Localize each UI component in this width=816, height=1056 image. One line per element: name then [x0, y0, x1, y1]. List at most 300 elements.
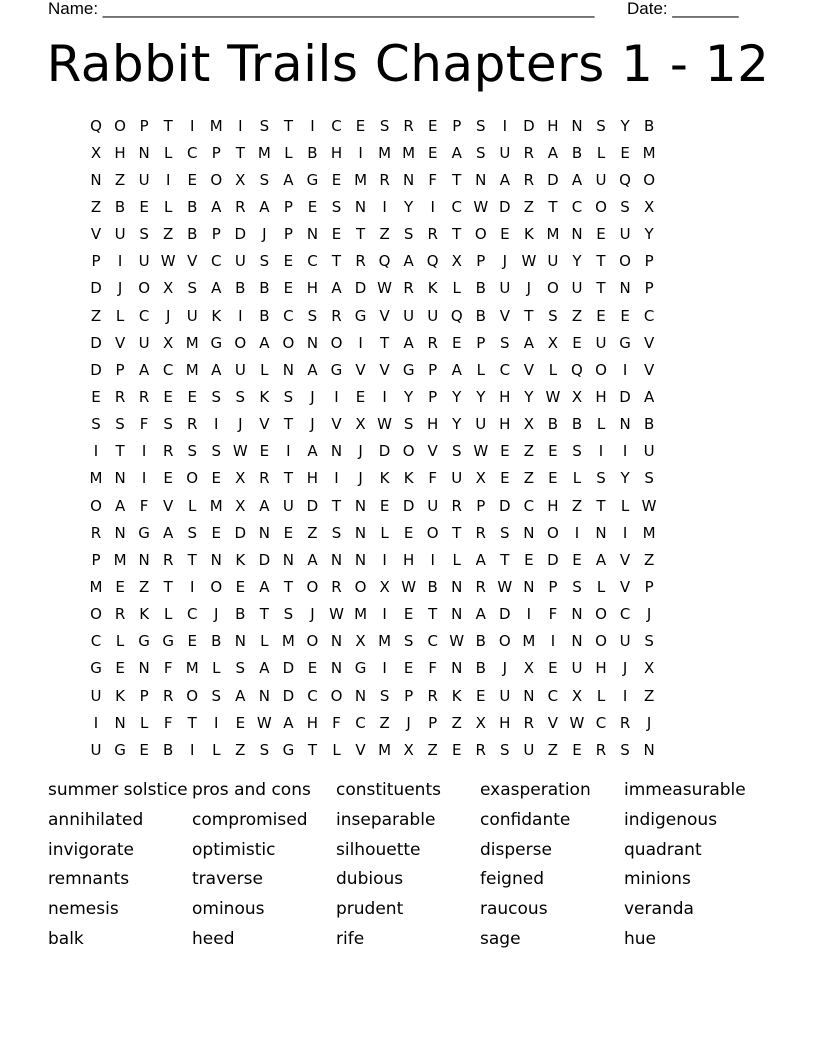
- grid-letter: Z: [163, 225, 174, 244]
- grid-letter: C: [307, 686, 318, 705]
- grid-letter: V: [114, 333, 126, 352]
- grid-letter: X: [547, 333, 559, 352]
- grid-letter: E: [620, 306, 630, 325]
- grid-letter: A: [235, 686, 246, 705]
- grid-letter: E: [259, 442, 270, 461]
- grid-letter: O: [402, 442, 415, 461]
- grid-letter: S: [331, 523, 342, 542]
- grid-letter: E: [283, 279, 294, 298]
- grid-letter: J: [406, 713, 411, 732]
- grid-letter: C: [283, 306, 294, 325]
- word-bank-item: invigorate: [48, 839, 135, 860]
- grid-letter: M: [546, 225, 560, 244]
- grid-letter: B: [427, 577, 438, 596]
- grid-letter: O: [90, 496, 102, 515]
- grid-letter: L: [620, 496, 630, 515]
- word-bank-item: confidante: [480, 809, 571, 830]
- grid-letter: A: [307, 442, 318, 461]
- grid-letter: F: [139, 415, 149, 434]
- grid-letter: S: [235, 659, 246, 678]
- grid-letter: X: [475, 713, 486, 732]
- grid-letter: E: [500, 469, 510, 488]
- grid-letter: N: [138, 143, 150, 162]
- grid-letter: L: [188, 496, 197, 515]
- grid-letter: P: [548, 577, 558, 596]
- grid-letter: E: [548, 659, 558, 678]
- grid-letter: O: [330, 686, 343, 705]
- grid-letter: G: [90, 659, 102, 678]
- grid-letter: F: [428, 659, 437, 678]
- grid-letter: V: [379, 360, 390, 379]
- grid-letter: G: [354, 306, 367, 325]
- grid-letter: P: [283, 197, 293, 216]
- grid-letter: U: [643, 442, 655, 461]
- grid-letter: P: [452, 116, 462, 135]
- grid-letter: N: [403, 170, 415, 189]
- grid-letter: N: [523, 577, 535, 596]
- grid-letter: O: [474, 225, 487, 244]
- grid-row: [84, 193, 661, 220]
- grid-letter: E: [283, 252, 294, 271]
- grid-letter: I: [189, 577, 195, 596]
- grid-letter: N: [210, 550, 222, 569]
- grid-letter: U: [234, 252, 246, 271]
- grid-row: [84, 519, 661, 546]
- grid-letter: F: [428, 469, 437, 488]
- grid-letter: A: [163, 523, 174, 542]
- grid-letter: E: [187, 387, 197, 406]
- grid-letter: S: [139, 225, 149, 244]
- grid-letter: S: [187, 279, 197, 298]
- grid-letter: T: [331, 252, 342, 271]
- grid-letter: F: [139, 496, 149, 515]
- word-bank-item: balk: [48, 928, 84, 949]
- grid-letter: P: [428, 387, 438, 406]
- grid-letter: A: [259, 197, 270, 216]
- grid-letter: B: [211, 632, 222, 651]
- grid-letter: M: [185, 360, 199, 379]
- grid-letter: N: [571, 632, 583, 651]
- grid-letter: E: [235, 577, 246, 596]
- grid-letter: E: [355, 116, 366, 135]
- grid-letter: B: [571, 415, 583, 434]
- grid-letter: G: [282, 740, 295, 759]
- grid-letter: H: [499, 387, 511, 406]
- grid-letter: T: [596, 279, 606, 298]
- grid-letter: N: [571, 116, 583, 135]
- grid-letter: B: [475, 306, 486, 325]
- grid-letter: V: [427, 442, 438, 461]
- grid-letter: N: [354, 197, 367, 216]
- grid-letter: E: [427, 143, 438, 162]
- grid-letter: A: [307, 550, 318, 569]
- grid-letter: J: [502, 659, 508, 678]
- grid-letter: E: [548, 469, 558, 488]
- grid-letter: P: [211, 225, 221, 244]
- grid-letter: S: [548, 306, 558, 325]
- grid-letter: R: [427, 225, 438, 244]
- grid-letter: E: [187, 632, 197, 651]
- grid-letter: W: [449, 632, 465, 651]
- grid-letter: M: [642, 143, 656, 162]
- grid-letter: E: [572, 333, 582, 352]
- grid-letter: X: [571, 686, 583, 705]
- grid-letter: X: [451, 252, 462, 271]
- grid-letter: N: [330, 550, 343, 569]
- grid-letter: V: [547, 713, 559, 732]
- grid-letter: I: [358, 333, 363, 352]
- grid-letter: A: [259, 577, 270, 596]
- grid-letter: D: [499, 496, 511, 515]
- grid-row: [84, 248, 661, 275]
- grid-letter: L: [260, 360, 269, 379]
- grid-letter: L: [452, 550, 461, 569]
- grid-letter: J: [502, 252, 508, 271]
- word-bank-item: minions: [624, 869, 691, 890]
- word-bank-item: silhouette: [336, 839, 421, 860]
- grid-letter: E: [211, 469, 221, 488]
- grid-letter: C: [186, 143, 198, 162]
- grid-letter: E: [572, 740, 582, 759]
- grid-letter: H: [499, 415, 511, 434]
- grid-letter: H: [499, 713, 511, 732]
- grid-letter: B: [187, 225, 198, 244]
- grid-letter: I: [141, 442, 147, 461]
- grid-letter: J: [646, 713, 652, 732]
- date-field-label: Date: _______: [627, 0, 739, 18]
- grid-letter: L: [260, 632, 269, 651]
- word-bank-item: exasperation: [480, 780, 591, 800]
- grid-letter: E: [403, 523, 414, 542]
- grid-letter: S: [307, 306, 318, 325]
- grid-letter: A: [283, 713, 294, 732]
- grid-letter: X: [235, 170, 246, 189]
- grid-letter: G: [138, 632, 150, 651]
- grid-letter: R: [403, 279, 414, 298]
- word-bank-item: summer solstice: [48, 780, 188, 800]
- grid-row: [84, 465, 661, 492]
- grid-letter: J: [310, 415, 315, 434]
- word-bank-item: heed: [192, 928, 235, 949]
- grid-letter: S: [451, 442, 462, 461]
- grid-letter: Q: [378, 252, 391, 271]
- grid-letter: A: [259, 496, 270, 515]
- grid-letter: D: [90, 360, 102, 379]
- grid-letter: I: [598, 442, 604, 461]
- grid-letter: R: [403, 116, 414, 135]
- grid-letter: M: [402, 143, 416, 162]
- grid-letter: X: [523, 415, 534, 434]
- grid-letter: V: [90, 225, 102, 244]
- grid-letter: B: [547, 415, 559, 434]
- grid-letter: J: [310, 387, 315, 406]
- grid-letter: I: [93, 442, 99, 461]
- grid-letter: I: [382, 387, 387, 406]
- grid-letter: K: [259, 387, 270, 406]
- grid-letter: J: [238, 415, 243, 434]
- grid-letter: E: [476, 686, 486, 705]
- grid-letter: E: [596, 306, 606, 325]
- grid-letter: I: [141, 469, 147, 488]
- grid-letter: E: [524, 550, 534, 569]
- grid-letter: Q: [450, 306, 463, 325]
- grid-letter: L: [163, 197, 173, 216]
- grid-letter: I: [526, 605, 532, 624]
- grid-letter: B: [475, 279, 486, 298]
- grid-letter: U: [619, 632, 631, 651]
- grid-letter: L: [212, 659, 221, 678]
- grid-letter: B: [475, 632, 486, 651]
- grid-letter: U: [451, 469, 463, 488]
- grid-letter: E: [139, 197, 149, 216]
- grid-letter: F: [332, 713, 341, 732]
- grid-letter: O: [90, 605, 102, 624]
- grid-letter: N: [138, 659, 150, 678]
- grid-letter: N: [595, 523, 607, 542]
- grid-letter: G: [210, 333, 223, 352]
- grid-letter: O: [547, 523, 559, 542]
- grid-letter: R: [259, 469, 270, 488]
- grid-letter: I: [334, 469, 339, 488]
- grid-letter: T: [331, 496, 342, 515]
- grid-letter: T: [283, 415, 293, 434]
- grid-letter: X: [379, 577, 390, 596]
- grid-letter: A: [451, 360, 462, 379]
- grid-letter: V: [187, 252, 198, 271]
- grid-letter: I: [238, 116, 243, 135]
- grid-letter: O: [330, 333, 343, 352]
- grid-letter: I: [189, 740, 195, 759]
- grid-letter: E: [548, 442, 558, 461]
- grid-letter: I: [286, 442, 291, 461]
- grid-row: [84, 655, 661, 682]
- grid-letter: Y: [476, 387, 486, 406]
- grid-letter: H: [306, 279, 319, 298]
- grid-row: [84, 329, 661, 356]
- grid-letter: A: [475, 605, 486, 624]
- grid-letter: E: [500, 225, 510, 244]
- grid-letter: D: [354, 279, 367, 298]
- grid-letter: V: [619, 550, 631, 569]
- grid-letter: L: [380, 523, 389, 542]
- grid-letter: Z: [138, 577, 150, 596]
- grid-letter: E: [187, 170, 197, 189]
- grid-letter: L: [163, 605, 173, 624]
- grid-letter: Q: [426, 252, 439, 271]
- word-bank-item: indigenous: [624, 809, 718, 830]
- grid-letter: R: [475, 577, 486, 596]
- grid-letter: T: [187, 550, 197, 569]
- grid-letter: F: [428, 170, 437, 189]
- word-bank-item: prudent: [336, 899, 404, 920]
- grid-letter: S: [283, 387, 294, 406]
- grid-letter: S: [331, 197, 342, 216]
- grid-letter: Z: [114, 170, 126, 189]
- grid-letter: S: [187, 523, 197, 542]
- grid-letter: C: [186, 605, 198, 624]
- grid-letter: G: [114, 740, 126, 759]
- grid-letter: O: [354, 577, 367, 596]
- grid-letter: V: [499, 306, 510, 325]
- word-bank-item: pros and cons: [192, 780, 311, 800]
- grid-letter: C: [138, 306, 150, 325]
- grid-letter: A: [403, 252, 414, 271]
- grid-letter: C: [90, 632, 102, 651]
- grid-letter: K: [451, 686, 462, 705]
- grid-letter: A: [283, 170, 294, 189]
- grid-letter: R: [162, 442, 174, 461]
- grid-letter: I: [430, 550, 435, 569]
- grid-letter: R: [475, 523, 486, 542]
- grid-letter: M: [209, 116, 223, 135]
- grid-letter: P: [115, 360, 125, 379]
- grid-letter: D: [547, 170, 559, 189]
- grid-letter: S: [500, 523, 510, 542]
- grid-letter: U: [475, 415, 487, 434]
- grid-letter: D: [282, 659, 295, 678]
- grid-letter: G: [162, 632, 174, 651]
- grid-letter: J: [526, 279, 532, 298]
- grid-letter: I: [93, 713, 99, 732]
- grid-letter: V: [619, 577, 631, 596]
- grid-letter: J: [646, 605, 652, 624]
- grid-letter: C: [643, 306, 655, 325]
- grid-letter: M: [257, 143, 271, 162]
- grid-letter: R: [523, 170, 535, 189]
- grid-row: [84, 166, 661, 193]
- grid-letter: D: [282, 686, 295, 705]
- grid-letter: Y: [644, 225, 654, 244]
- grid-letter: L: [163, 143, 173, 162]
- grid-letter: A: [475, 550, 486, 569]
- grid-letter: W: [232, 442, 248, 461]
- word-bank-item: rife: [336, 928, 365, 949]
- grid-letter: X: [523, 659, 534, 678]
- grid-letter: H: [402, 550, 415, 569]
- grid-letter: J: [622, 659, 628, 678]
- grid-letter: S: [403, 225, 414, 244]
- grid-letter: S: [259, 116, 270, 135]
- grid-row: [84, 112, 661, 139]
- grid-letter: Y: [620, 469, 630, 488]
- grid-letter: O: [595, 360, 607, 379]
- grid-letter: L: [548, 360, 558, 379]
- grid-letter: I: [214, 415, 219, 434]
- grid-letter: O: [306, 632, 319, 651]
- grid-letter: E: [307, 197, 318, 216]
- grid-letter: S: [283, 605, 294, 624]
- grid-letter: L: [332, 740, 341, 759]
- word-bank-item: inseparable: [336, 809, 436, 830]
- grid-letter: B: [571, 143, 583, 162]
- grid-letter: R: [619, 713, 631, 732]
- grid-letter: S: [500, 740, 510, 759]
- grid-letter: R: [235, 197, 246, 216]
- grid-letter: E: [620, 143, 630, 162]
- word-bank-item: immeasurable: [624, 780, 746, 800]
- grid-letter: D: [234, 523, 247, 542]
- grid-letter: W: [377, 415, 392, 434]
- word-bank-item: feigned: [480, 869, 544, 890]
- grid-letter: U: [571, 279, 583, 298]
- grid-letter: S: [500, 333, 510, 352]
- grid-letter: A: [547, 143, 559, 162]
- grid-letter: S: [403, 632, 414, 651]
- grid-letter: T: [259, 605, 269, 624]
- grid-letter: Z: [523, 197, 534, 216]
- grid-letter: Q: [571, 360, 583, 379]
- grid-letter: H: [427, 415, 439, 434]
- grid-letter: D: [378, 442, 391, 461]
- grid-letter: L: [476, 360, 485, 379]
- grid-letter: Z: [523, 442, 534, 461]
- grid-letter: S: [259, 252, 270, 271]
- word-bank: [48, 776, 768, 955]
- grid-letter: T: [452, 225, 462, 244]
- grid-letter: M: [522, 632, 536, 651]
- grid-letter: J: [358, 469, 363, 488]
- grid-letter: U: [282, 496, 294, 515]
- grid-letter: W: [545, 387, 561, 406]
- grid-letter: C: [451, 197, 462, 216]
- grid-row: [84, 411, 661, 438]
- grid-letter: E: [163, 469, 173, 488]
- grid-letter: R: [451, 496, 462, 515]
- word-bank-item: veranda: [624, 899, 694, 920]
- grid-letter: H: [595, 387, 607, 406]
- grid-letter: I: [622, 686, 628, 705]
- grid-letter: K: [115, 686, 125, 705]
- grid-letter: E: [427, 116, 438, 135]
- grid-letter: B: [259, 306, 270, 325]
- grid-letter: C: [307, 252, 318, 271]
- grid-letter: N: [354, 523, 367, 542]
- grid-letter: N: [306, 225, 319, 244]
- grid-letter: T: [187, 713, 197, 732]
- grid-letter: D: [306, 496, 319, 515]
- grid-letter: K: [235, 550, 246, 569]
- grid-letter: Z: [523, 469, 534, 488]
- grid-letter: X: [163, 333, 174, 352]
- grid-letter: T: [235, 143, 245, 162]
- word-bank-item: raucous: [480, 899, 548, 920]
- grid-letter: E: [596, 225, 606, 244]
- grid-letter: D: [499, 197, 511, 216]
- grid-row: [84, 438, 661, 465]
- word-bank-item: traverse: [192, 869, 263, 890]
- grid-letter: S: [476, 143, 486, 162]
- grid-letter: A: [259, 659, 270, 678]
- grid-letter: N: [306, 333, 319, 352]
- grid-letter: A: [114, 496, 126, 515]
- grid-letter: F: [548, 605, 558, 624]
- grid-letter: T: [163, 116, 173, 135]
- grid-letter: N: [523, 523, 535, 542]
- word-bank-item: annihilated: [48, 809, 144, 830]
- grid-letter: O: [306, 577, 319, 596]
- grid-letter: L: [139, 713, 149, 732]
- grid-letter: L: [115, 306, 125, 325]
- grid-letter: T: [283, 577, 293, 596]
- grid-letter: S: [211, 686, 222, 705]
- grid-letter: W: [473, 442, 489, 461]
- grid-letter: V: [523, 360, 534, 379]
- grid-letter: P: [476, 333, 486, 352]
- grid-letter: N: [282, 550, 295, 569]
- grid-letter: U: [595, 170, 607, 189]
- grid-letter: S: [379, 686, 390, 705]
- grid-letter: E: [379, 496, 390, 515]
